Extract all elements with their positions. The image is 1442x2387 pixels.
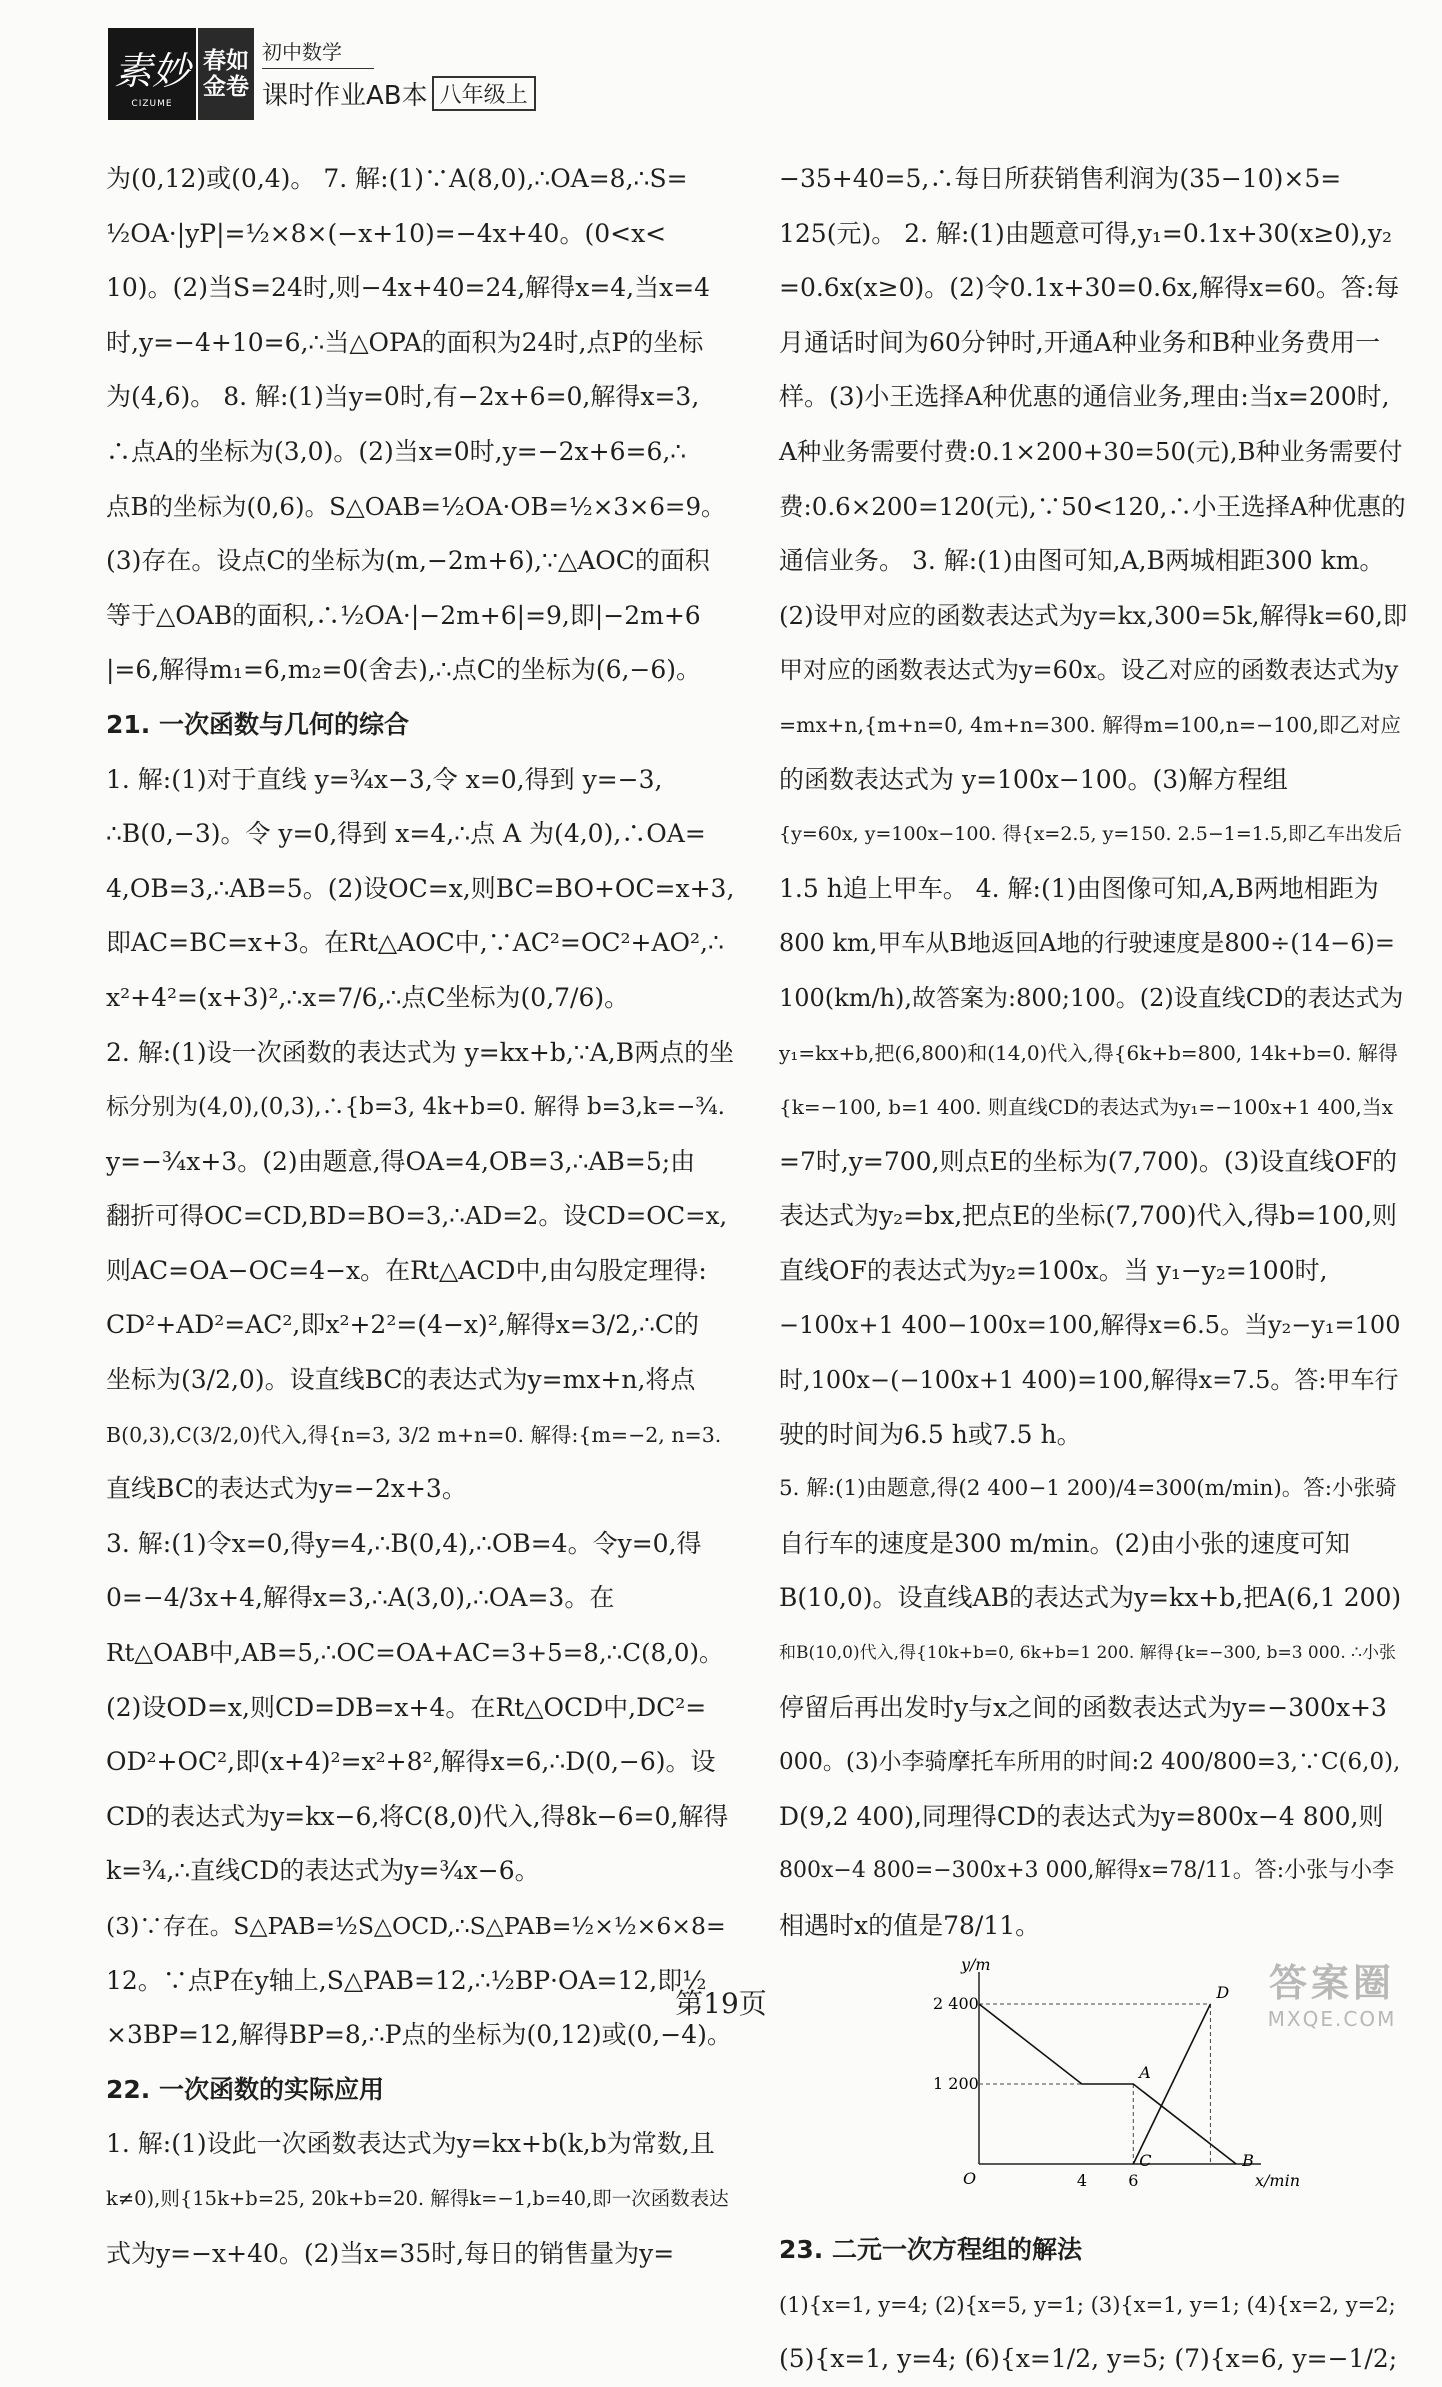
text-line: y=−¾x+3。(2)由题意,得OA=4,OB=3,∴AB=5;由 [106, 1146, 696, 1176]
text-line: (2)设甲对应的函数表达式为y=kx,300=5k,解得k=60,即 [779, 600, 1408, 630]
text-line: k≠0),则{15k+b=25, 20k+b=20. 解得k=−1,b=40,即一次函数表达 [106, 2186, 729, 2210]
text-line: 1.5 h追上甲车。 4. 解:(1)由图像可知,A,B两地相距为 [779, 873, 1379, 903]
text-line: ∴点A的坐标为(3,0)。(2)当x=0时,y=−2x+6=6,∴ [106, 436, 687, 466]
text-line: y₁=kx+b,把(6,800)和(14,0)代入,得{6k+b=800, 14k+b=0. 解得 [779, 1040, 1398, 1065]
text-line: 800x−4 800=−300x+3 000,解得x=78/11。答:小张与小李 [779, 1858, 1395, 1884]
text-line: (2)设OD=x,则CD=DB=x+4。在Rt△OCD中,DC²= [106, 1692, 707, 1722]
text-line: 月通话时间为60分钟时,开通A种业务和B种业务费用一 [779, 327, 1381, 357]
section-heading: 21. 一次函数与几何的综合 [106, 709, 409, 739]
point-label: C [1139, 2150, 1152, 2170]
text-line: 坐标为(3/2,0)。设直线BC的表达式为y=mx+n,将点 [106, 1365, 696, 1395]
point-label: A [1139, 2062, 1151, 2082]
text-line: 直线BC的表达式为y=−2x+3。 [106, 1474, 467, 1504]
point-label: B [1242, 2150, 1254, 2170]
text-line: 自行车的速度是300 m/min。(2)由小张的速度可知 [779, 1528, 1351, 1558]
subject-label: 初中数学 [262, 36, 374, 69]
text-line: −35+40=5,∴每日所获销售利润为(35−10)×5= [779, 164, 1342, 193]
watermark-logo: 答案圈 MXQE.COM [1267, 1961, 1397, 2031]
text-line: 100(km/h),故答案为:800;100。(2)设直线CD的表达式为 [779, 983, 1404, 1012]
x-tick-label: 6 [1128, 2170, 1139, 2190]
text-line: 5. 解:(1)由题意,得(2 400−1 200)/4=300(m/min)。答:小张骑 [779, 1476, 1397, 1502]
text-line: ×3BP=12,解得BP=8,∴P点的坐标为(0,12)或(0,−4)。 [106, 2020, 732, 2050]
text-line: 为(0,12)或(0,4)。 7. 解:(1)∵A(8,0),∴OA=8,∴S= [106, 164, 688, 193]
page-header [108, 26, 536, 122]
text-line: D(9,2 400),同理得CD的表达式为y=800x−4 800,则 [779, 1801, 1384, 1831]
section-heading: 22. 一次函数的实际应用 [106, 2074, 384, 2104]
text-line: (5){x=1, y=4; (6){x=1/2, y=5; (7){x=6, y=−1/2; [779, 2344, 1398, 2374]
text-line: ∴B(0,−3)。令 y=0,得到 x=4,∴点 A 为(4,0),∴OA= [106, 819, 706, 849]
text-line: 时,100x−(−100x+1 400)=100,解得x=7.5。答:甲车行 [779, 1366, 1399, 1395]
text-line: 000。(3)小李骑摩托车所用的时间:2 400/800=3,∵C(6,0), [779, 1749, 1401, 1776]
text-line: 4,OB=3,∴AB=5。(2)设OC=x,则BC=BO+OC=x+3, [106, 873, 735, 903]
text-line: 标分别为(4,0),(0,3),∴{b=3, 4k+b=0. 解得 b=3,k=−¾. [106, 1094, 725, 1121]
series-title [262, 36, 536, 112]
text-line: {k=−100, b=1 400. 则直线CD的表达式为y₁=−100x+1 400,当x [779, 1095, 1394, 1120]
text-line: 翻折可得OC=CD,BD=BO=3,∴AD=2。设CD=OC=x, [106, 1201, 728, 1231]
text-line: ½OA·|yP|=½×8×(−x+10)=−4x+40。(0<x< [106, 218, 667, 248]
text-line: 10)。(2)当S=24时,则−4x+40=24,解得x=4,当x=4 [106, 273, 711, 303]
text-line: 1. 解:(1)对于直线 y=¾x−3,令 x=0,得到 y=−3, [106, 764, 663, 794]
text-line: 则AC=OA−OC=4−x。在Rt△ACD中,由勾股定理得: [106, 1255, 707, 1285]
text-line: 停留后再出发时y与x之间的函数表达式为y=−300x+3 [779, 1692, 1387, 1722]
text-line: (3)∵存在。S△PAB=½S△OCD,∴S△PAB=½×½×6×8= [106, 1912, 726, 1940]
text-line: 驶的时间为6.5 h或7.5 h。 [779, 1419, 1082, 1449]
right-column-text [779, 152, 1407, 1954]
text-line: CD²+AD²=AC²,即x²+2²=(4−x)²,解得x=3/2,∴C的 [106, 1310, 699, 1340]
y-axis-label: y/m [961, 1954, 991, 1974]
text-line: 相遇时x的值是78/11。 [779, 1911, 1041, 1940]
x-axis-label: x/min [1255, 2170, 1301, 2190]
text-line: 800 km,甲车从B地返回A地的行驶速度是800÷(14−6)= [779, 929, 1396, 958]
text-line: CD的表达式为y=kx−6,将C(8,0)代入,得8k−6=0,解得 [106, 1801, 729, 1831]
text-line: 甲对应的函数表达式为y=60x。设乙对应的函数表达式为y [779, 656, 1399, 685]
text-line: 和B(10,0)代入,得{10k+b=0, 6k+b=1 200. 解得{k=−300, b=3 000. ∴小张 [779, 1643, 1396, 1664]
origin-label: O [963, 2168, 977, 2188]
text-line: Rt△OAB中,AB=5,∴OC=OA+AC=3+5=8,∴C(8,0)。 [106, 1638, 724, 1668]
text-line: 2. 解:(1)设一次函数的表达式为 y=kx+b,∵A,B两点的坐 [106, 1037, 735, 1067]
left-column [106, 152, 734, 2281]
text-line: 费:0.6×200=120(元),∵50<120,∴小王选择A种优惠的 [779, 491, 1406, 521]
text-line: 等于△OAB的面积,∴½OA·|−2m+6|=9,即|−2m+6 [106, 600, 701, 630]
brand-name: 春如 金卷 [198, 28, 254, 120]
section-23-answers [779, 2223, 1407, 2387]
series-line [1133, 2004, 1210, 2164]
y-tick-label: 1 200 [933, 2073, 979, 2093]
text-line: 的函数表达式为 y=100x−100。(3)解方程组 [779, 764, 1288, 794]
right-column [779, 152, 1407, 2387]
text-line: =mx+n,{m+n=0, 4m+n=300. 解得m=100,n=−100,即乙对应 [779, 712, 1401, 737]
text-line: 12。∵点P在y轴上,S△PAB=12,∴½BP·OA=12,即½ [106, 1965, 707, 1995]
text-line: =0.6x(x≥0)。(2)令0.1x+30=0.6x,解得x=60。答:每 [779, 273, 1400, 303]
text-line: 0=−4/3x+4,解得x=3,∴A(3,0),∴OA=3。在 [106, 1583, 615, 1613]
point-label: D [1216, 1982, 1230, 2002]
text-line: (1){x=1, y=4; (2){x=5, y=1; (3){x=1, y=1; (4){x=2, y=2; [779, 2292, 1396, 2317]
brand-logo: 素妙 CIZUME [108, 28, 196, 120]
text-line: 样。(3)小王选择A种优惠的通信业务,理由:当x=200时, [779, 382, 1390, 412]
page-number: 第19页 [675, 1987, 767, 2020]
text-line: 1. 解:(1)设此一次函数表达式为y=kx+b(k,b为常数,且 [106, 2129, 715, 2159]
text-line: 125(元)。 2. 解:(1)由题意可得,y₁=0.1x+30(x≥0),y₂ [779, 218, 1393, 248]
text-line: (3)存在。设点C的坐标为(m,−2m+6),∵△AOC的面积 [106, 546, 710, 576]
text-line: 直线OF的表达式为y₂=100x。当 y₁−y₂=100时, [779, 1255, 1328, 1285]
book-title: 课时作业AB本 八年级上 [262, 75, 536, 112]
y-tick-label: 2 400 [933, 1993, 979, 2013]
text-line: 表达式为y₂=bx,把点E的坐标(7,700)代入,得b=100,则 [779, 1201, 1398, 1231]
text-line: 式为y=−x+40。(2)当x=35时,每日的销售量为y= [106, 2238, 675, 2268]
text-line: 点B的坐标为(0,6)。S△OAB=½OA·OB=½×3×6=9。 [106, 491, 726, 521]
text-line: B(10,0)。设直线AB的表达式为y=kx+b,把A(6,1 200) [779, 1583, 1402, 1613]
text-line: A种业务需要付费:0.1×200+30=50(元),B种业务需要付 [779, 436, 1403, 466]
text-line: −100x+1 400−100x=100,解得x=6.5。当y₂−y₁=100 [779, 1311, 1401, 1340]
text-line: OD²+OC²,即(x+4)²=x²+8²,解得x=6,∴D(0,−6)。设 [106, 1747, 716, 1777]
text-line: x²+4²=(x+3)²,∴x=7/6,∴点C坐标为(0,7/6)。 [106, 982, 630, 1012]
text-line: 3. 解:(1)令x=0,得y=4,∴B(0,4),∴OB=4。令y=0,得 [106, 1528, 702, 1558]
x-tick-label: 4 [1076, 2170, 1088, 2190]
text-line: B(0,3),C(3/2,0)代入,得{n=3, 3/2 m+n=0. 解得:{m=−2, n=3. [106, 1422, 722, 1447]
section-heading: 23. 二元一次方程组的解法 [779, 2235, 1082, 2265]
text-line: {y=60x, y=100x−100. 得{x=2.5, y=150. 2.5−1=1.5,即乙车出发后 [779, 823, 1403, 846]
text-line: =7时,y=700,则点E的坐标为(7,700)。(3)设直线OF的 [779, 1146, 1398, 1176]
grade-badge: 八年级上 [432, 76, 536, 111]
text-line: 通信业务。 3. 解:(1)由图可知,A,B两城相距300 km。 [779, 546, 1385, 576]
text-line: 时,y=−4+10=6,∴当△OPA的面积为24时,点P的坐标 [106, 327, 704, 357]
text-line: k=¾,∴直线CD的表达式为y=¾x−6。 [106, 1856, 540, 1886]
text-line: |=6,解得m₁=6,m₂=0(舍去),∴点C的坐标为(6,−6)。 [106, 655, 702, 685]
text-line: 即AC=BC=x+3。在Rt△AOC中,∵AC²=OC²+AO²,∴ [106, 928, 724, 958]
text-line: 为(4,6)。 8. 解:(1)当y=0时,有−2x+6=0,解得x=3, [106, 382, 700, 412]
